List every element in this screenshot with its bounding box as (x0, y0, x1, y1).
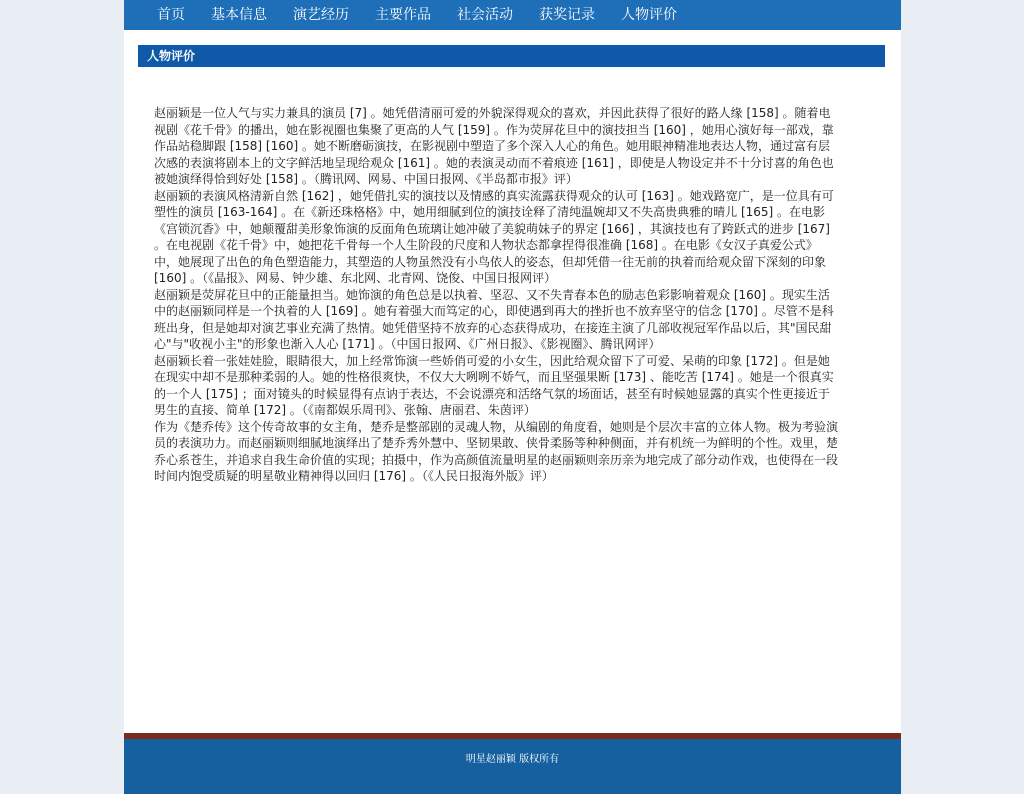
nav-item-works[interactable]: 主要作品 (375, 7, 431, 23)
section-header (138, 45, 885, 67)
nav-item-basic-info[interactable]: 基本信息 (211, 7, 267, 23)
nav-item-home[interactable]: 首页 (157, 7, 185, 23)
evaluation-paragraph: 赵丽颖长着一张娃娃脸，眼睛很大，加上经常饰演一些娇俏可爱的小女生，因此给观众留下了可爱、呆萌的印象 [172] 。但是她在现实中却不是那种柔弱的人。她的性格很爽快，不仅大大咧咧不娇气，而且坚强果断 [173] 、能吃苦 [174] 。她是一个很真实的一个人 [175] ；面对镜头的时候显得有点讷于表达，不会说漂亮和活络气氛的场面话，甚至有时候她显露的真实个性更接近于男生的直接、简单 [172] 。（《南都娱乐周刊》、张翰、唐丽君、朱茵评） (154, 353, 834, 417)
evaluation-paragraph: 作为《楚乔传》这个传奇故事的女主角，楚乔是整部剧的灵魂人物，从编剧的角度看，她则是个层次丰富的立体人物。极为考验演员的表演功力。而赵丽颖则细腻地演绎出了楚乔秀外慧中、坚韧果敢、侠骨柔肠等种种侧面，并有机统一为鲜明的个性。戏里，楚乔心系苍生，并追求自我生命价值的实现；拍摄中，作为高颜值流量明星的赵丽颖则亲历亲为地完成了部分动作戏，也使得在一段时间内饱受质疑的明星敬业精神得以回归 [176] 。（《人民日报海外版》评） (154, 419, 839, 483)
nav-item-social-activities[interactable]: 社会活动 (457, 7, 513, 23)
copyright-text: 明星赵丽颖 版权所有 (465, 754, 560, 765)
nav-item-evaluation[interactable]: 人物评价 (621, 7, 677, 23)
nav-item-awards[interactable]: 获奖记录 (539, 7, 595, 23)
evaluation-paragraph: 赵丽颖是荧屏花旦中的正能量担当。她饰演的角色总是以执着、坚忍、又不失青春本色的励志色彩影响着观众 [160] 。现实生活中的赵丽颖同样是一个执着的人 [169] 。她有着强大而笃定的心，即使遇到再大的挫折也不放弃坚守的信念 [170] 。尽管不是科班出身，但是她却对演艺事业充满了热情。她凭借坚持不放弃的心态获得成功，在接连主演了几部收视冠军作品以后，其"国民甜心"与"收视小主"的形象也渐入人心 [171] 。（中国日报网、《广州日报》、《影视圈》、腾讯网评） (154, 287, 834, 351)
nav-item-career[interactable]: 演艺经历 (293, 7, 349, 23)
evaluation-paragraph: 赵丽颖是一位人气与实力兼具的演员 [7] 。她凭借清丽可爱的外貌深得观众的喜欢，并因此获得了很好的路人缘 [158] 。随着电视剧《花千骨》的播出，她在影视圈也集聚了更高的人气 [159] 。作为荧屏花旦中的演技担当 [160] ，她用心演好每一部戏，靠作品站稳脚跟 [158] [160] 。她不断磨砺演技，在影视剧中塑造了多个深入人心的角色。她用眼神精准地表达人物，通过富有层次感的表演将剧本上的文字鲜活地呈现给观众 [161] 。她的表演灵动而不着痕迹 [161] ，即使是人物设定并不十分讨喜的角色也被她演绎得恰到好处 [158] 。（腾讯网、网易、中国日报网、《半岛都市报》评） (154, 106, 834, 186)
top-navigation (124, 0, 901, 30)
section-title: 人物评价 (147, 49, 196, 63)
article-content (154, 105, 838, 485)
footer (124, 739, 901, 794)
page-container (124, 0, 901, 794)
evaluation-paragraph: 赵丽颖的表演风格清新自然 [162] ，她凭借扎实的演技以及情感的真实流露获得观众的认可 [163] 。她戏路宽广，是一位具有可塑性的演员 [163-164] 。在《新还珠格格》中，她用细腻到位的演技诠释了清纯温婉却又不失高贵典雅的晴儿 [165] 。在电影《宫锁沉香》中，她颠覆甜美形象饰演的反面角色琉璃让她冲破了美貌萌妹子的界定 [166] ，其演技也有了跨跃式的进步 [167] 。在电视剧《花千骨》中，她把花千骨每一个人生阶段的尺度和人物状态都拿捏得很准确 [168] 。在电影《女汉子真爱公式》中，她展现了出色的角色塑造能力，其塑造的人物虽然没有小鸟依人的姿态，但却凭借一往无前的执着而给观众留下深刻的印象 [160] 。（《晶报》、网易、钟少雄、东北网、北青网、饶俊、中国日报网评） (154, 188, 834, 285)
